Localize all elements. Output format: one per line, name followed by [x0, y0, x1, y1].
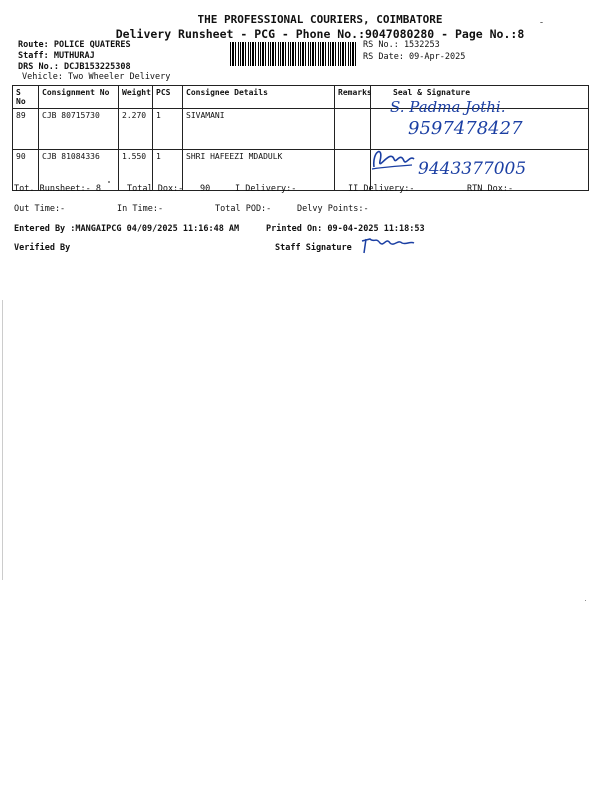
handwritten-phone-1: 9597478427: [408, 118, 523, 139]
scan-speck: [108, 181, 110, 183]
rs-date: RS Date: 09-Apr-2025: [363, 52, 466, 62]
tot-runsheet: Tot. Runsheet:- 8: [14, 184, 101, 194]
cell-consignee: SHRI HAFEEZI MDADULK: [183, 150, 335, 191]
cell-remarks: [335, 109, 371, 150]
col-header-consignee: Consignee Details: [183, 86, 335, 109]
entered-by: Entered By :MANGAIPCG 04/09/2025 11:16:48 AM: [14, 224, 240, 234]
i-delivery: I Delivery:-: [235, 184, 297, 194]
total-dox-value: 90: [200, 184, 211, 194]
cell-weight: 1.550: [119, 150, 153, 191]
runsheet-subtitle: Delivery Runsheet - PCG - Phone No.:9047080280 - Page No.:8: [115, 27, 525, 41]
scan-edge-line: [2, 300, 3, 580]
scan-speck: [540, 22, 543, 23]
vehicle-label: Vehicle: Two Wheeler Delivery: [22, 72, 171, 82]
ii-delivery: II Delivery:-: [348, 184, 415, 194]
cell-consignment: CJB 80715730: [39, 109, 119, 150]
verified-by: Verified By: [14, 243, 71, 253]
barcode-image: [230, 42, 356, 66]
cell-sno: 90: [13, 150, 39, 191]
route-label: Route: POLICE QUATERES: [18, 40, 131, 50]
cell-pcs: 1: [153, 150, 183, 191]
cell-consignment: CJB 81084336: [39, 150, 119, 191]
staff-label: Staff: MUTHURAJ: [18, 51, 95, 61]
signature-scribble-icon: [368, 141, 418, 175]
col-header-remarks: Remarks: [335, 86, 371, 109]
company-title: THE PROFESSIONAL COURIERS, COIMBATORE: [197, 13, 443, 26]
in-time: In Time:-: [117, 204, 164, 214]
staff-signature-scribble-icon: [360, 231, 418, 255]
cell-sno: 89: [13, 109, 39, 150]
rs-number: RS No.: 1532253: [363, 40, 440, 50]
col-header-sno: S No: [13, 86, 39, 109]
cell-consignee: SIVAMANI: [183, 109, 335, 150]
col-header-seal: Seal & Signature: [371, 86, 589, 109]
col-header-pcs: PCS: [153, 86, 183, 109]
col-header-consignment: Consignment No: [39, 86, 119, 109]
staff-signature-label: Staff Signature: [275, 243, 352, 253]
total-dox-label: Total Dox:-: [127, 184, 184, 194]
scan-speck: [585, 600, 586, 601]
delvy-points: Delvy Points:-: [297, 204, 369, 214]
drs-number: DRS No.: DCJB153225308: [18, 62, 131, 72]
cell-weight: 2.270: [119, 109, 153, 150]
out-time: Out Time:-: [14, 204, 66, 214]
handwritten-receiver-name: S. Padma Jothi.: [390, 98, 506, 116]
printed-on: Printed On: 09-04-2025 11:18:53: [266, 224, 425, 234]
rtn-dox: RTN Dox:-: [467, 184, 514, 194]
col-header-weight: Weight: [119, 86, 153, 109]
cell-pcs: 1: [153, 109, 183, 150]
handwritten-phone-2: 9443377005: [418, 159, 527, 179]
total-pod: Total POD:-: [215, 204, 272, 214]
